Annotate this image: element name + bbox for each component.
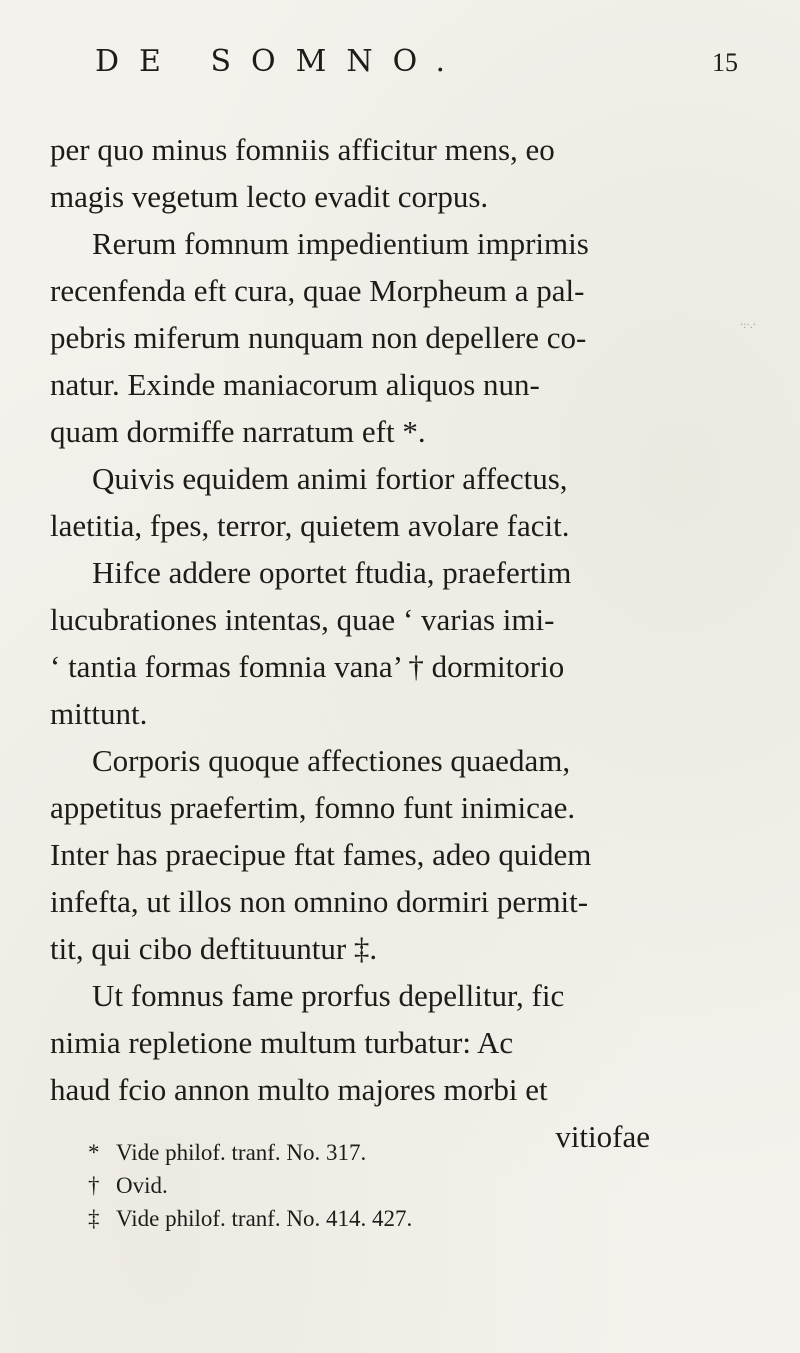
body-text [50,126,650,1160]
footnote-mark: ‡ [88,1206,100,1231]
text-line: recenfenda eft cura, quae Morpheum a pal- [50,273,585,308]
text-line: Inter has praecipue ftat fames, adeo quidem [50,837,592,872]
text-line: nimia repletione multum turbatur: Ac [50,1025,514,1060]
catchword: vitiofae [555,1119,650,1154]
text-line: lucubrationes intentas, quae ‘ varias imi- [50,602,555,637]
text-line: tit, qui cibo deftituuntur ‡. [50,931,378,966]
footnote-mark: * [88,1140,100,1165]
text-line: haud fcio annon multo majores morbi et [50,1072,548,1107]
footnote [88,1169,688,1202]
text-line: per quo minus fomniis afficitur mens, eo [50,132,555,167]
text-line: laetitia, fpes, terror, quietem avolare facit. [50,508,570,543]
paper-speck-mark: ·:·.· [740,320,757,331]
footnotes [88,1136,688,1235]
footnote-text: Vide philof. tranf. No. 414. 427. [116,1206,413,1231]
text-line: ‘ tantia formas fomnia vana’ † dormitorio [50,649,565,684]
page-header [0,44,800,84]
text-line: magis vegetum lecto evadit corpus. [50,179,489,214]
footnote-mark: † [88,1173,100,1198]
text-line: infefta, ut illos non omnino dormiri permit- [50,884,589,919]
page-number: 15 [712,48,738,77]
running-title: DE SOMNO. [95,44,465,79]
text-line: Rerum fomnum impedientium imprimis [92,226,589,261]
footnote-text: Vide philof. tranf. No. 317. [116,1140,367,1165]
text-line: mittunt. [50,696,148,731]
text-line: Ut fomnus fame prorfus depellitur, fic [92,978,565,1013]
footnote [88,1202,688,1235]
text-line: Quivis equidem animi fortior affectus, [92,461,568,496]
text-line: quam dormiffe narratum eft *. [50,414,426,449]
text-line: Corporis quoque affectiones quaedam, [92,743,571,778]
text-line: Hifce addere oportet ftudia, praefertim [92,555,572,590]
text-line: appetitus praefertim, fomno funt inimicae. [50,790,576,825]
footnote [88,1136,688,1169]
text-line: pebris miferum nunquam non depellere co- [50,320,587,355]
text-line: natur. Exinde maniacorum aliquos nun- [50,367,540,402]
footnote-text: Ovid. [116,1173,168,1198]
